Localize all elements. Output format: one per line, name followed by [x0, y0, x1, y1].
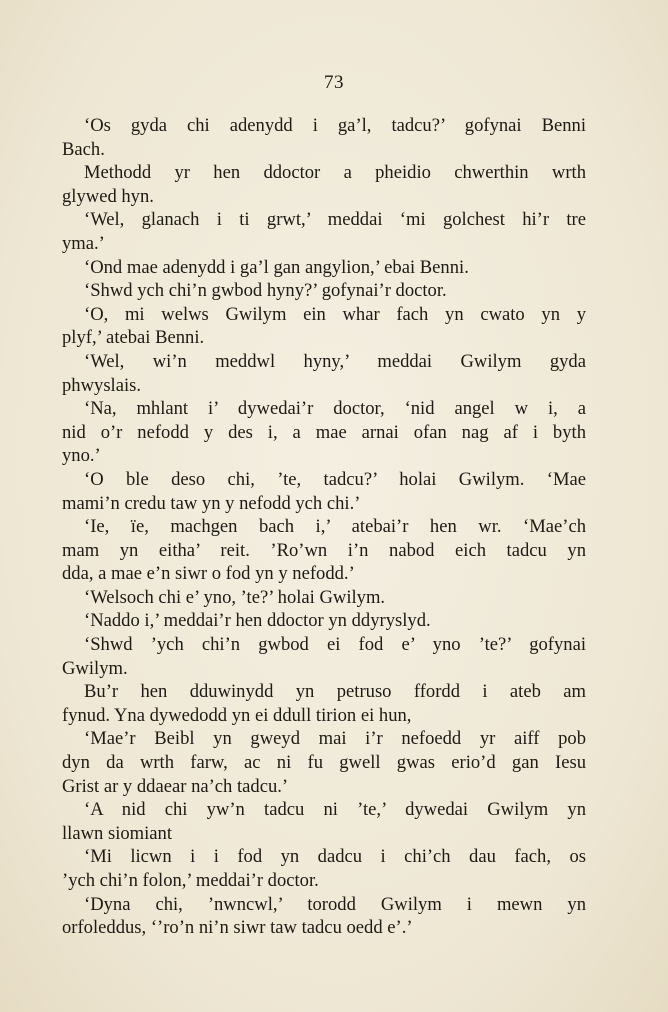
text-line: ‘Na, mhlant i’ dywedai’r doctor, ‘nid angel w i, a [84, 398, 586, 420]
text-line: orfoleddus, ‘’ro’n ni’n siwr taw tadcu oedd e’.’ [62, 917, 413, 939]
text-line: dyn da wrth farw, ac ni fu gwell gwas erio’d gan Iesu [62, 752, 586, 774]
text-line: ‘Welsoch chi e’ yno, ’te?’ holai Gwilym. [84, 586, 386, 608]
text-line: yno.’ [62, 445, 101, 467]
text-line: ‘Wel, wi’n meddwl hyny,’ meddai Gwilym gyda [84, 350, 586, 372]
text-line: ‘Ond mae adenydd i ga’l gan angylion,’ ebai Benni. [84, 256, 469, 278]
text-line: phwyslais. [62, 374, 142, 396]
text-line: dda, a mae e’n siwr o fod yn y nefodd.’ [62, 563, 355, 585]
text-line: plyf,’ atebai Benni. [62, 327, 205, 349]
text-line: ‘O ble deso chi, ’te, tadcu?’ holai Gwilym. ‘Mae [84, 468, 586, 490]
text-line: ‘Os gyda chi adenydd i ga’l, tadcu?’ gofynai Benni [84, 115, 586, 136]
text-line: ‘Mi licwn i i fod yn dadcu i chi’ch dau fach, os [84, 846, 586, 868]
text-line: ‘Wel, glanach i ti grwt,’ meddai ‘mi golchest hi’r tre [84, 209, 586, 231]
text-line: mam yn eitha’ reit. ’Ro’wn i’n nabod eich tadcu yn [62, 539, 586, 561]
text-line: Methodd yr hen ddoctor a pheidio chwerthin wrth [84, 162, 586, 184]
text-line: llawn siomiant [62, 822, 173, 844]
text-line: nid o’r nefodd y des i, a mae arnai ofan nag af i byth [62, 421, 586, 443]
text-line: ‘Shwd ’ych chi’n gwbod ei fod e’ yno ’te?’ gofynai [84, 634, 586, 656]
text-line: glywed hyn. [62, 185, 154, 207]
text-line: ‘Mae’r Beibl yn gweyd mai i’r nefoedd yr aiff pob [84, 728, 586, 750]
text-line: ‘Ie, ïe, machgen bach i,’ atebai’r hen wr. ‘Mae’ch [84, 516, 586, 538]
text-line: fynud. Yna dywedodd yn ei ddull tirion ei hun, [62, 704, 412, 726]
page-number: 73 [324, 72, 344, 93]
body-text [62, 114, 586, 940]
text-line: ‘Dyna chi, ’nwncwl,’ torodd Gwilym i mewn yn [84, 893, 586, 915]
text-line: ‘Naddo i,’ meddai’r hen ddoctor yn ddyryslyd. [84, 610, 431, 632]
text-line: Grist ar y ddaear na’ch tadcu.’ [62, 775, 289, 797]
text-line: ‘O, mi welws Gwilym ein whar fach yn cwato yn y [84, 303, 586, 325]
text-line: Bach. [62, 138, 105, 160]
text-line: Gwilym. [62, 657, 128, 679]
text-line: mami’n credu taw yn y nefodd ych chi.’ [62, 492, 361, 514]
text-line: ‘Shwd ych chi’n gwbod hyny?’ gofynai’r doctor. [84, 280, 447, 302]
text-line: ’ych chi’n folon,’ meddai’r doctor. [62, 870, 319, 891]
text-line: yma.’ [62, 232, 105, 254]
text-line: ‘A nid chi yw’n tadcu ni ’te,’ dywedai Gwilym yn [84, 799, 586, 821]
text-line: Bu’r hen dduwinydd yn petruso ffordd i ateb am [84, 681, 586, 703]
